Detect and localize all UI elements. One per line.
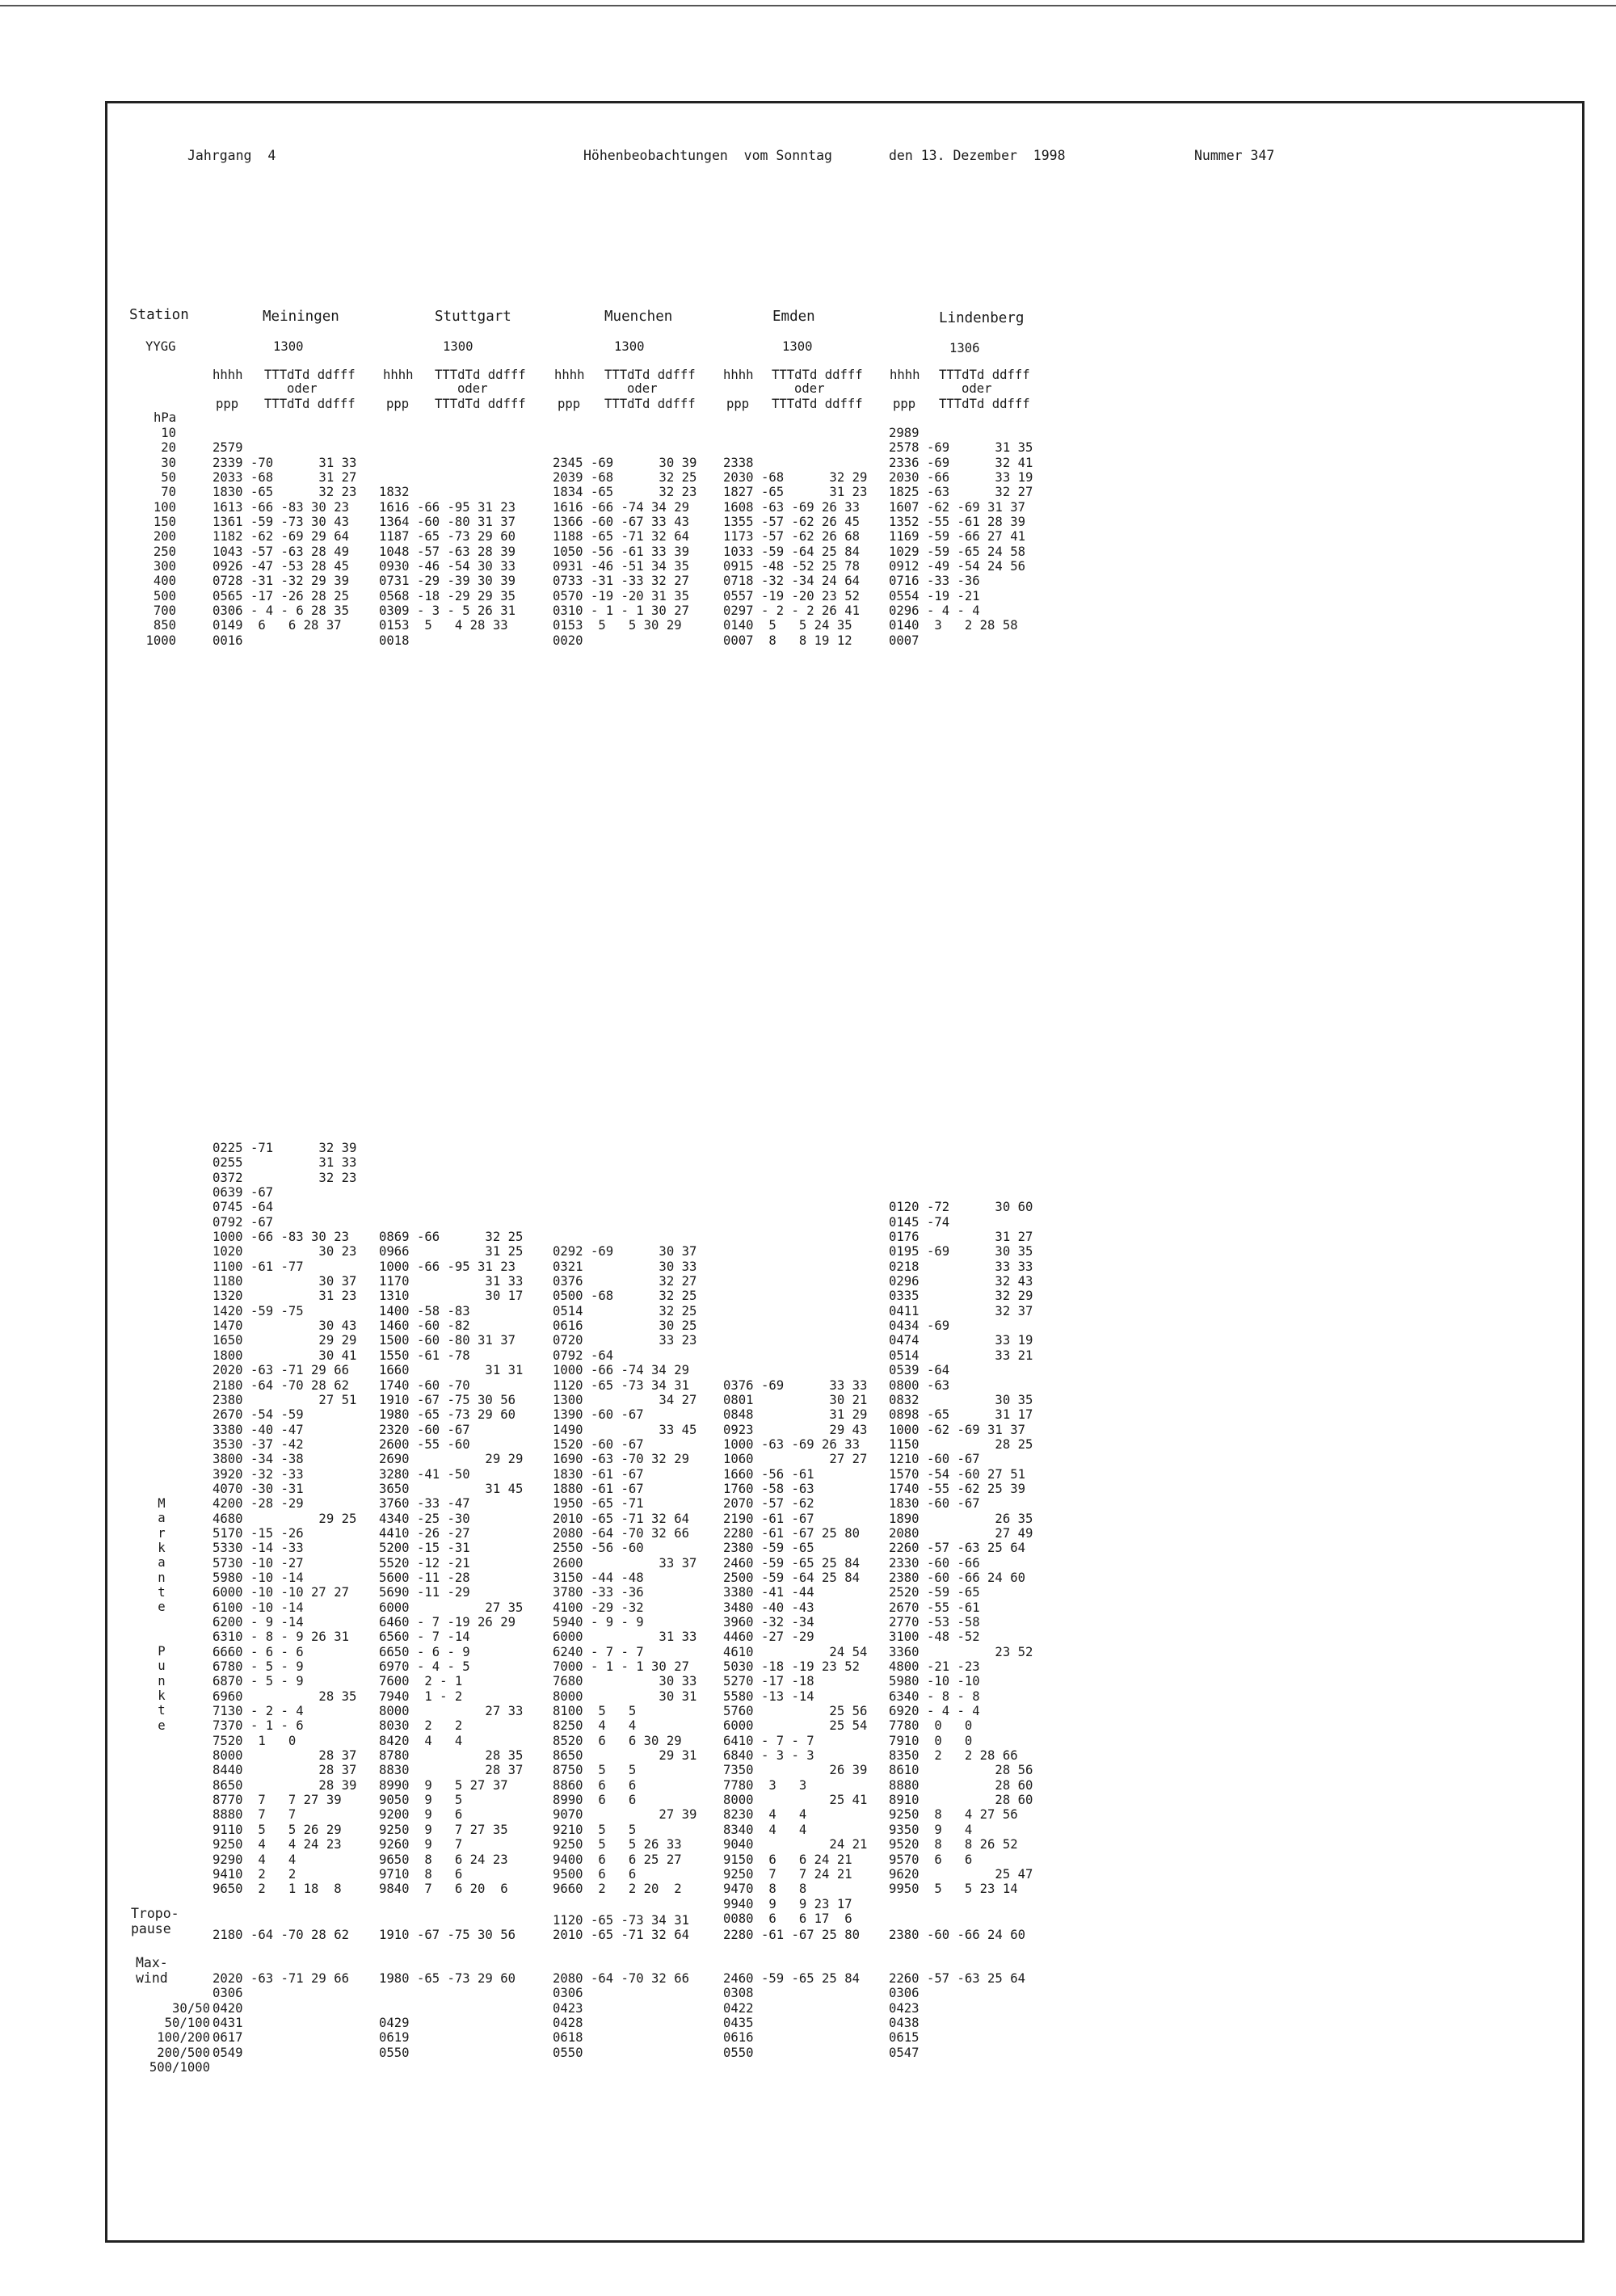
tropopause-emden: 2280 -61 -67 25 80 — [723, 1928, 860, 1942]
hpa-label: hPa — [154, 410, 177, 425]
ttt-header-bottom: TTTdTd ddfff — [435, 397, 526, 411]
oder-label: oder — [962, 381, 992, 396]
punkte-label: P u n k t e — [158, 1644, 166, 1733]
standard-levels-meiningen: 2579 2339 -70 31 33 2033 -68 31 27 1830 -65 32 23 1613 -66 -83 30 23 1361 -59 -73 30 43 1182 -62 -69 29 64 1043 -57 -63 28 49 0926 -47 -53 28 45 0728 -31 -32 29 39 0565 -17 -26 28 25 0306 - 4 - 6 28 35 0149 6 6 28 37 0016 — [213, 440, 357, 648]
oder-label: oder — [287, 381, 318, 396]
maxwind-stuttgart: 1980 -65 -73 29 60 0429 0619 0550 — [379, 1971, 516, 2060]
station-name: Lindenberg — [939, 310, 1025, 326]
maxwind-emden: 2460 -59 -65 25 84 0308 0422 0435 0616 0550 — [723, 1971, 860, 2060]
hhhh-label: hhhh — [890, 368, 920, 382]
station-yygg: 1306 — [949, 341, 980, 355]
oder-label: oder — [794, 381, 825, 396]
ttt-header-top: TTTdTd ddfff — [264, 368, 356, 382]
ttt-header-top: TTTdTd ddfff — [604, 368, 696, 382]
ttt-header-bottom: TTTdTd ddfff — [939, 397, 1030, 411]
oder-label: oder — [627, 381, 658, 396]
hhhh-label: hhhh — [723, 368, 754, 382]
oder-label: oder — [457, 381, 488, 396]
tropopause-label: Tropo- pause — [131, 1906, 179, 1936]
tropopause-meiningen: 2180 -64 -70 28 62 — [213, 1928, 349, 1942]
station-yygg: 1300 — [273, 339, 304, 354]
hhhh-label: hhhh — [213, 368, 243, 382]
yygg-label: YYGG — [145, 339, 176, 354]
maxwind-muenchen: 2080 -64 -70 32 66 0306 0423 0428 0618 0550 — [553, 1971, 689, 2060]
volume-label: Jahrgang 4 — [187, 148, 276, 163]
tropopause-lindenberg: 2380 -60 -66 24 60 — [889, 1928, 1025, 1942]
station-label: Station — [129, 307, 189, 323]
station-name: Stuttgart — [435, 309, 511, 325]
station-name: Meiningen — [263, 309, 339, 325]
station-yygg: 1300 — [443, 339, 473, 354]
top-rule — [0, 5, 1616, 6]
ppp-label: ppp — [893, 397, 916, 411]
station-yygg: 1300 — [614, 339, 645, 354]
report-title: Höhenbeobachtungen vom Sonntag — [583, 148, 832, 163]
report-date: den 13. Dezember 1998 — [889, 148, 1066, 163]
ppp-label: ppp — [726, 397, 750, 411]
ppp-label: ppp — [558, 397, 581, 411]
significant-points-stuttgart: 0869 -66 32 25 0966 31 25 1000 -66 -95 31 23 1170 31 33 1310 30 17 1400 -58 -83 1460 -60 -82 1500 -60 -80 31 37 1550 -61 -78 1660 31 31 1740 -60 -70 1910 -67 -75 30 56 1980 -65 -73 29 60 2320 -60 -67 2600 -55 -60 2690 29 29 3280 -41 -50 3650 31 45 3760 -33 -47 4340 -25 -30 4410 -26 -27 5200 -15 -31 5520 -12 -21 5600 -11 -28 5690 -11 -29 6000 27 35 6460 - 7 -19 26 29 6560 - 7 -14 6650 - 6 - 9 6970 - 4 - 5 7600 2 - 1 7940 1 - 2 8000 27 33 8030 2 2 8420 4 4 8780 28 35 8830 28 37 8990 9 5 27 37 9050 9 5 9200 9 6 9250 9 7 27 35 9260 9 7 9650 8 6 24 23 9710 8 6 9840 7 6 20 6 — [379, 1230, 524, 1897]
station-yygg: 1300 — [782, 339, 813, 354]
maxwind-label: Max- wind — [136, 1955, 168, 1986]
hhhh-label: hhhh — [383, 368, 414, 382]
ttt-header-top: TTTdTd ddfff — [772, 368, 863, 382]
tropopause-stuttgart: 1910 -67 -75 30 56 — [379, 1928, 516, 1942]
maxwind-lindenberg: 2260 -57 -63 25 64 0306 0423 0438 0615 0547 — [889, 1971, 1025, 2060]
significant-points-emden: 0376 -69 33 33 0801 30 21 0848 31 29 0923 29 43 1000 -63 -69 26 33 1060 27 27 1660 -56 -61 1760 -58 -63 2070 -57 -62 2190 -61 -67 2280 -61 -67 25 80 2380 -59 -65 2460 -59 -65 25 84 2500 -59 -64 25 84 3380 -41 -44 3480 -40 -43 3960 -32 -34 4460 -27 -29 4610 24 54 5030 -18 -19 23 52 5270 -17 -18 5580 -13 -14 5760 25 56 6000 25 54 6410 - 7 - 7 6840 - 3 - 3 7350 26 39 7780 3 3 8000 25 41 8230 4 4 8340 4 4 9040 24 21 9150 6 6 24 21 9250 7 7 24 21 9470 8 8 9940 9 9 23 17 0080 6 6 17 6 — [723, 1377, 868, 1926]
ppp-label: ppp — [216, 397, 239, 411]
maxwind-meiningen: 2020 -63 -71 29 66 0306 0420 0431 0617 0549 — [213, 1971, 349, 2060]
station-name: Emden — [772, 309, 815, 325]
ttt-header-bottom: TTTdTd ddfff — [772, 397, 863, 411]
standard-levels-stuttgart: 1832 1616 -66 -95 31 23 1364 -60 -80 31 37 1187 -65 -73 29 60 1048 -57 -63 28 39 0930 -46 -54 30 33 0731 -29 -39 30 39 0568 -18 -29 29 35 0309 - 3 - 5 26 31 0153 5 4 28 33 0018 — [379, 485, 516, 648]
hhhh-label: hhhh — [554, 368, 585, 382]
standard-levels-muenchen: 2345 -69 30 39 2039 -68 32 25 1834 -65 32 23 1616 -66 -74 34 29 1366 -60 -67 33 43 1188 -65 -71 32 64 1050 -56 -61 33 39 0931 -46 -51 34 35 0733 -31 -33 32 27 0570 -19 -20 31 35 0310 - 1 - 1 30 27 0153 5 5 30 29 0020 — [553, 455, 697, 648]
ttt-header-bottom: TTTdTd ddfff — [604, 397, 696, 411]
tropopause-muenchen: 1120 -65 -73 34 31 2010 -65 -71 32 64 — [553, 1913, 689, 1943]
ppp-label: ppp — [386, 397, 410, 411]
ttt-header-top: TTTdTd ddfff — [939, 368, 1030, 382]
ttt-header-bottom: TTTdTd ddfff — [264, 397, 356, 411]
standard-levels-emden: 2338 2030 -68 32 29 1827 -65 31 23 1608 -63 -69 26 33 1355 -57 -62 26 45 1173 -57 -62 26 68 1033 -59 -64 25 84 0915 -48 -52 25 78 0718 -32 -34 24 64 0557 -19 -20 23 52 0297 - 2 - 2 26 41 0140 5 5 24 35 0007 8 8 19 12 — [723, 455, 868, 648]
station-name: Muenchen — [604, 309, 673, 325]
significant-points-muenchen: 0292 -69 30 37 0321 30 33 0376 32 27 0500 -68 32 25 0514 32 25 0616 30 25 0720 33 23 0792 -64 1000 -66 -74 34 29 1120 -65 -73 34 31 1300 34 27 1390 -60 -67 1490 33 45 1520 -60 -67 1690 -63 -70 32 29 1830 -61 -67 1880 -61 -67 1950 -65 -71 2010 -65 -71 32 64 2080 -64 -70 32 66 2550 -56 -60 2600 33 37 3150 -44 -48 3780 -33 -36 4100 -29 -32 5940 - 9 - 9 6000 31 33 6240 - 7 - 7 7000 - 1 - 1 30 27 7680 30 33 8000 30 31 8100 5 5 8250 4 4 8520 6 6 30 29 8650 29 31 8750 5 5 8860 6 6 8990 6 6 9070 27 39 9210 5 5 9250 5 5 26 33 9400 6 6 25 27 9500 6 6 9660 2 2 20 2 — [553, 1244, 697, 1897]
issue-number: Nummer 347 — [1194, 148, 1275, 163]
significant-points-lindenberg: 0120 -72 30 60 0145 -74 0176 31 27 0195 -69 30 35 0218 33 33 0296 32 43 0335 32 29 0411 32 37 0434 -69 0474 33 19 0514 33 21 0539 -64 0800 -63 0832 30 35 0898 -65 31 17 1000 -62 -69 31 37 1150 28 25 1210 -60 -67 1570 -54 -60 27 51 1740 -55 -62 25 39 1830 -60 -67 1890 26 35 2080 27 49 2260 -57 -63 25 64 2330 -60 -66 2380 -60 -66 24 60 2520 -59 -65 2670 -55 -61 2770 -53 -58 3100 -48 -52 3360 23 52 4800 -21 -23 5980 -10 -10 6340 - 8 - 8 6920 - 4 - 4 7780 0 0 7910 0 0 8350 2 2 28 66 8610 28 56 8880 28 60 8910 28 60 9250 8 4 27 56 9350 9 4 9520 8 8 26 52 9570 6 6 9620 25 47 9950 5 5 23 14 — [889, 1200, 1033, 1897]
significant-points-meiningen: 0225 -71 32 39 0255 31 33 0372 32 23 0639 -67 0745 -64 0792 -67 1000 -66 -83 30 23 1020 30 23 1100 -61 -77 1180 30 37 1320 31 23 1420 -59 -75 1470 30 43 1650 29 29 1800 30 41 2020 -63 -71 29 66 2180 -64 -70 28 62 2380 27 51 2670 -54 -59 3380 -40 -47 3530 -37 -42 3800 -34 -38 3920 -32 -33 4070 -30 -31 4200 -28 -29 4680 29 25 5170 -15 -26 5330 -14 -33 5730 -10 -27 5980 -10 -14 6000 -10 -10 27 27 6100 -10 -14 6200 - 9 -14 6310 - 8 - 9 26 31 6660 - 6 - 6 6780 - 5 - 9 6870 - 5 - 9 6960 28 35 7130 - 2 - 4 7370 - 1 - 6 7520 1 0 8000 28 37 8440 28 37 8650 28 39 8770 7 7 27 39 8880 7 7 9110 5 5 26 29 9250 4 4 24 23 9290 4 4 9410 2 2 9650 2 1 18 8 — [213, 1141, 357, 1897]
maxwind-layer-labels: 30/50 50/100 100/200 200/500 500/1000 — [149, 2000, 210, 2075]
ttt-header-top: TTTdTd ddfff — [435, 368, 526, 382]
standard-levels-lindenberg: 2989 2578 -69 31 35 2336 -69 32 41 2030 -66 33 19 1825 -63 32 27 1607 -62 -69 31 37 1352 -55 -61 28 39 1169 -59 -66 27 41 1029 -59 -65 24 58 0912 -49 -54 24 56 0716 -33 -36 0554 -19 -21 0296 - 4 - 4 0140 3 2 28 58 0007 — [889, 426, 1033, 648]
pressure-levels: 10 20 30 50 70 100 150 200 250 300 400 500 700 850 1000 — [145, 426, 176, 648]
marke-label: M a r k a n t e — [158, 1496, 166, 1615]
